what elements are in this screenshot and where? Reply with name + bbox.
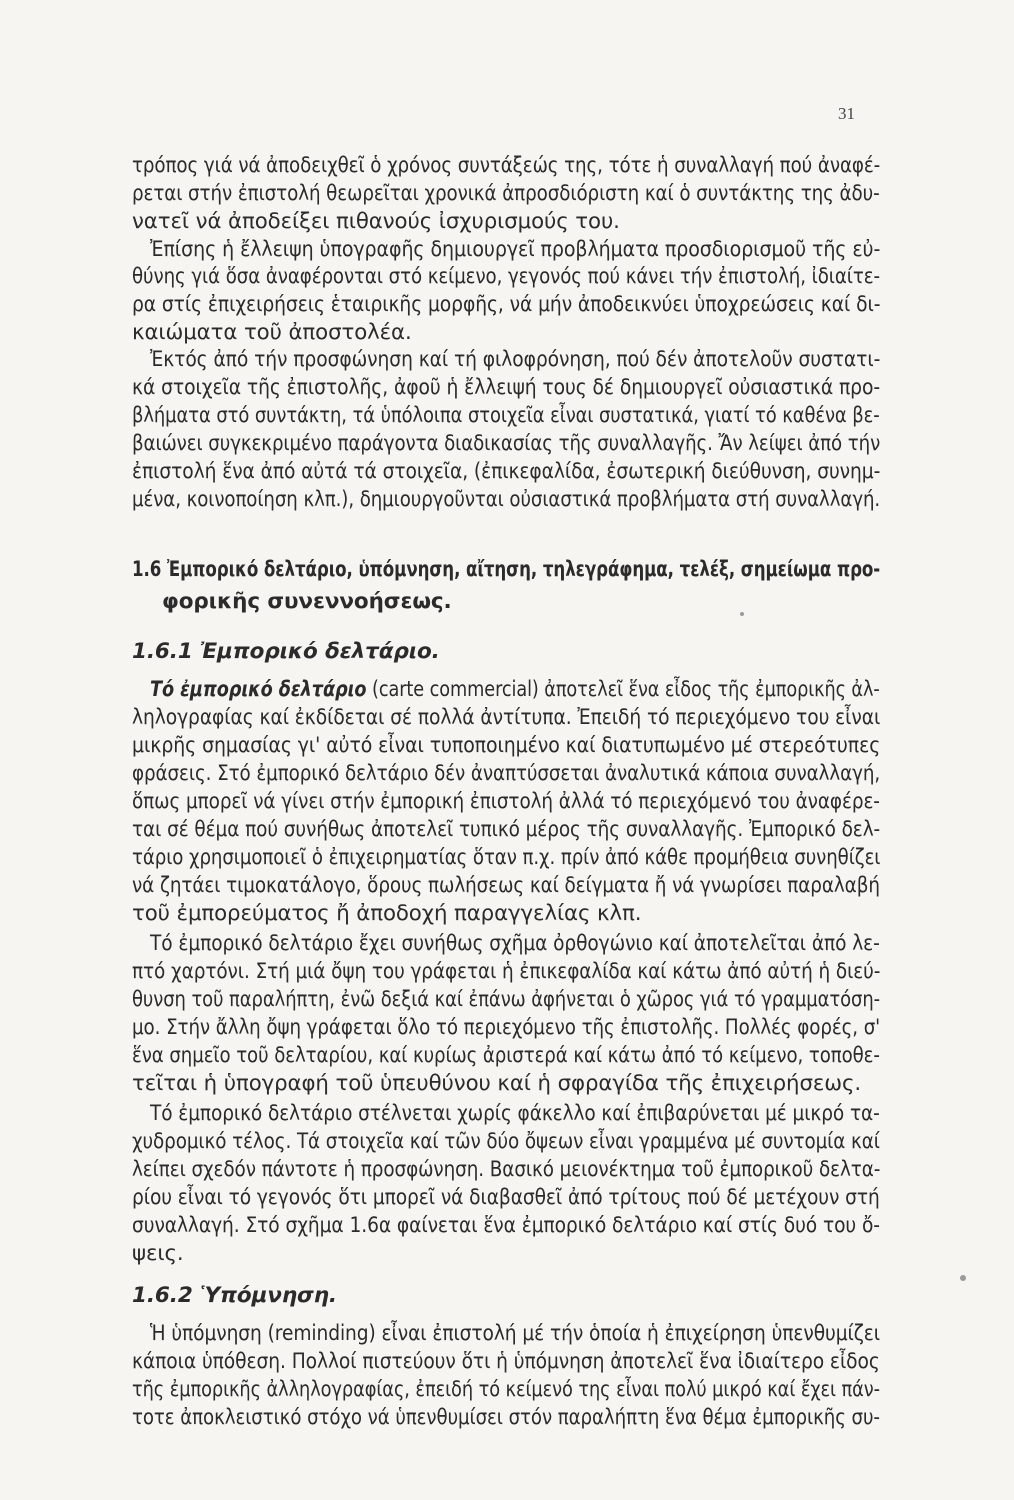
scan-speck: [740, 612, 744, 616]
text-line: μικρῆς σημασίας γι' αὐτό εἶναι τυποποιημένο καί διατυπωμένο μέ στερεότυπες: [132, 733, 881, 758]
text-line: [150, 676, 880, 704]
text-line: κά στοιχεῖα τῆς ἐπιστολῆς, ἀφοῦ ἡ ἔλλειψή τους δέ δημιουργεῖ οὐσιαστικά προ-: [132, 375, 881, 400]
text-line: ὅπως μπορεῖ νά γίνει στήν ἐμπορική ἐπιστολή ἀλλά τό περιεχόμενό του ἀναφέρε-: [132, 789, 880, 814]
text-line: τοῦ ἐμπορεύματος ἤ ἀποδοχή παραγγελίας κλπ.: [132, 901, 642, 926]
text-line: θυνση τοῦ παραλήπτη, ἐνῶ δεξιά καί ἐπάνω ἀφήνεται ὁ χῶρος γιά τό γραμματόση-: [132, 987, 881, 1012]
text-line: Τό ἐμπορικό δελτάριο στέλνεται χωρίς φάκελλο καί ἐπιβαρύνεται μέ μικρό τα-: [150, 1101, 880, 1126]
text-line: Ἐκτός ἀπό τήν προσφώνηση καί τή φιλοφρόνηση, πού δέν ἀποτελοῦν συστατι-: [150, 347, 881, 372]
text-line: λείπει σχεδόν πάντοτε ἡ προσφώνηση. Βασικό μειονέκτημα τοῦ ἐμπορικοῦ δελτα-: [132, 1157, 881, 1182]
subsection-heading: 1.6.1 Ἐμπορικό δελτάριο.: [132, 639, 440, 664]
text-line: συναλλαγή. Στό σχῆμα 1.6α φαίνεται ἕνα ἐμπορικό δελτάριο καί στίς δυό του ὄ-: [132, 1213, 880, 1238]
text-line: ρα στίς ἐπιχειρήσεις ἑταιρικῆς μορφῆς, νά μήν ἀποδεικνύει ὑποχρεώσεις καί δι-: [132, 292, 881, 317]
subsection-heading: 1.6.2 Ὑπόμνηση.: [132, 1283, 337, 1308]
section-heading: 1.6 Ἐμπορικό δελτάριο, ὑπόμνηση, αἴτηση, τηλεγράφημα, τελέξ, σημείωμα προ-: [132, 557, 881, 582]
text-line: βαιώνει συγκεκριμένο παράγοντα διαδικασίας τῆς συναλλαγῆς. Ἄν λείψει ἀπό τήν: [132, 431, 881, 456]
term-definition: (carte commercial) ἀποτελεῖ ἕνα εἶδος τῆς ἐμπορικῆς ἀλ-: [366, 677, 880, 702]
text-line: ρίου εἶναι τό γεγονός ὅτι μπορεῖ νά διαβασθεῖ ἀπό τρίτους πού δέ μετέχουν στή: [132, 1185, 880, 1210]
text-line: θύνης γιά ὅσα ἀναφέρονται στό κείμενο, γεγονός πού κάνει τήν ἐπιστολή, ἰδιαίτε-: [132, 264, 880, 289]
text-line: τρόπος γιά νά ἀποδειχθεῖ ὁ χρόνος συντάξεώς της, τότε ἡ συναλλαγή πού ἀναφέ-: [132, 153, 881, 178]
text-line: φράσεις. Στό ἐμπορικό δελτάριο δέν ἀναπτύσσεται ἀναλυτικά κάποια συναλλαγή,: [132, 761, 881, 786]
text-line: ται σέ θέμα πού συνήθως ἀποτελεῖ τυπικό μέρος τῆς συναλλαγῆς. Ἐμπορικό δελ-: [132, 817, 881, 842]
text-line: νατεῖ νά ἀποδείξει πιθανούς ἰσχυρισμούς του.: [132, 209, 620, 234]
text-line: ψεις.: [132, 1241, 184, 1266]
text-line: ληλογραφίας καί ἐκδίδεται σέ πολλά ἀντίτυπα. Ἐπειδή τό περιεχόμενο του εἶναι: [132, 705, 881, 730]
text-line: τάριο χρησιμοποιεῖ ὁ ἐπιχειρηματίας ὅταν π.χ. πρίν ἀπό κάθε προμήθεια συνηθίζει: [132, 845, 881, 870]
text-line: Τό ἐμπορικό δελτάριο ἔχει συνήθως σχῆμα ὀρθογώνιο καί ἀποτελεῖται ἀπό λε-: [150, 931, 880, 956]
page-number: 31: [838, 104, 855, 123]
text-line: ἕνα σημεῖο τοῦ δελταρίου, καί κυρίως ἀριστερά καί κάτω ἀπό τό κείμενο, τοποθε-: [132, 1043, 880, 1068]
section-heading-cont: φορικῆς συνεννοήσεως.: [162, 589, 452, 614]
scan-speck: [960, 1275, 966, 1281]
text-line: ρεται στήν ἐπιστολή θεωρεῖται χρονικά ἀπροσδιόριστη καί ὁ συντάκτης της ἀδυ-: [132, 181, 880, 206]
text-line: κάποια ὑπόθεση. Πολλοί πιστεύουν ὅτι ἡ ὑπόμνηση ἀποτελεῖ ἕνα ἰδιαίτερο εἶδος: [132, 1349, 880, 1374]
text-line: χυδρομικό τέλος. Τά στοιχεῖα καί τῶν δύο ὄψεων εἶναι γραμμένα μέ συντομία καί: [132, 1129, 880, 1154]
text-line: Ἐπίσης ἡ ἔλλειψη ὑπογραφῆς δημιουργεῖ προβλήματα προσδιορισμοῦ τῆς εὐ-: [150, 237, 881, 262]
text-line: βλήματα στό συντάκτη, τά ὑπόλοιπα στοιχεῖα εἶναι συστατικά, γιατί τό καθένα βε-: [132, 403, 880, 428]
text-line: τοτε ἀποκλειστικό στόχο νά ὑπενθυμίσει στόν παραλήπτη ἕνα θέμα ἐμπορικῆς συ-: [132, 1405, 880, 1430]
text-line: μο. Στήν ἄλλη ὄψη γράφεται ὅλο τό περιεχόμενο τῆς ἐπιστολῆς. Πολλές φορές, σ': [132, 1015, 881, 1040]
text-line: Ἡ ὑπόμνηση (reminding) εἶναι ἐπιστολή μέ τήν ὁποία ἡ ἐπιχείρηση ὑπενθυμίζει: [150, 1321, 881, 1346]
term-emphasis: Τό ἐμπορικό δελτάριο: [150, 677, 367, 702]
text-line: νά ζητάει τιμοκατάλογο, ὅρους πωλήσεως καί δείγματα ἤ νά γνωρίσει παραλαβή: [132, 873, 880, 898]
text-line: πτό χαρτόνι. Στή μιά ὄψη του γράφεται ἡ ἐπικεφαλίδα καί κάτω ἀπό αὐτή ἡ διεύ-: [132, 959, 881, 984]
text-line: καιώματα τοῦ ἀποστολέα.: [132, 320, 412, 345]
text-line: τῆς ἐμπορικῆς ἀλληλογραφίας, ἐπειδή τό κείμενό της εἶναι πολύ μικρό καί ἔχει πάν-: [132, 1377, 880, 1402]
text-line: ἐπιστολή ἕνα ἀπό αὐτά τά στοιχεῖα, (ἐπικεφαλίδα, ἐσωτερική διεύθυνση, συνημ-: [132, 459, 881, 484]
text-line: τεῖται ἡ ὑπογραφή τοῦ ὑπευθύνου καί ἡ σφραγίδα τῆς ἐπιχειρήσεως.: [132, 1071, 862, 1096]
text-line: μένα, κοινοποίηση κλπ.), δημιουργοῦνται οὐσιαστικά προβλήματα στή συναλλαγή.: [132, 487, 881, 512]
